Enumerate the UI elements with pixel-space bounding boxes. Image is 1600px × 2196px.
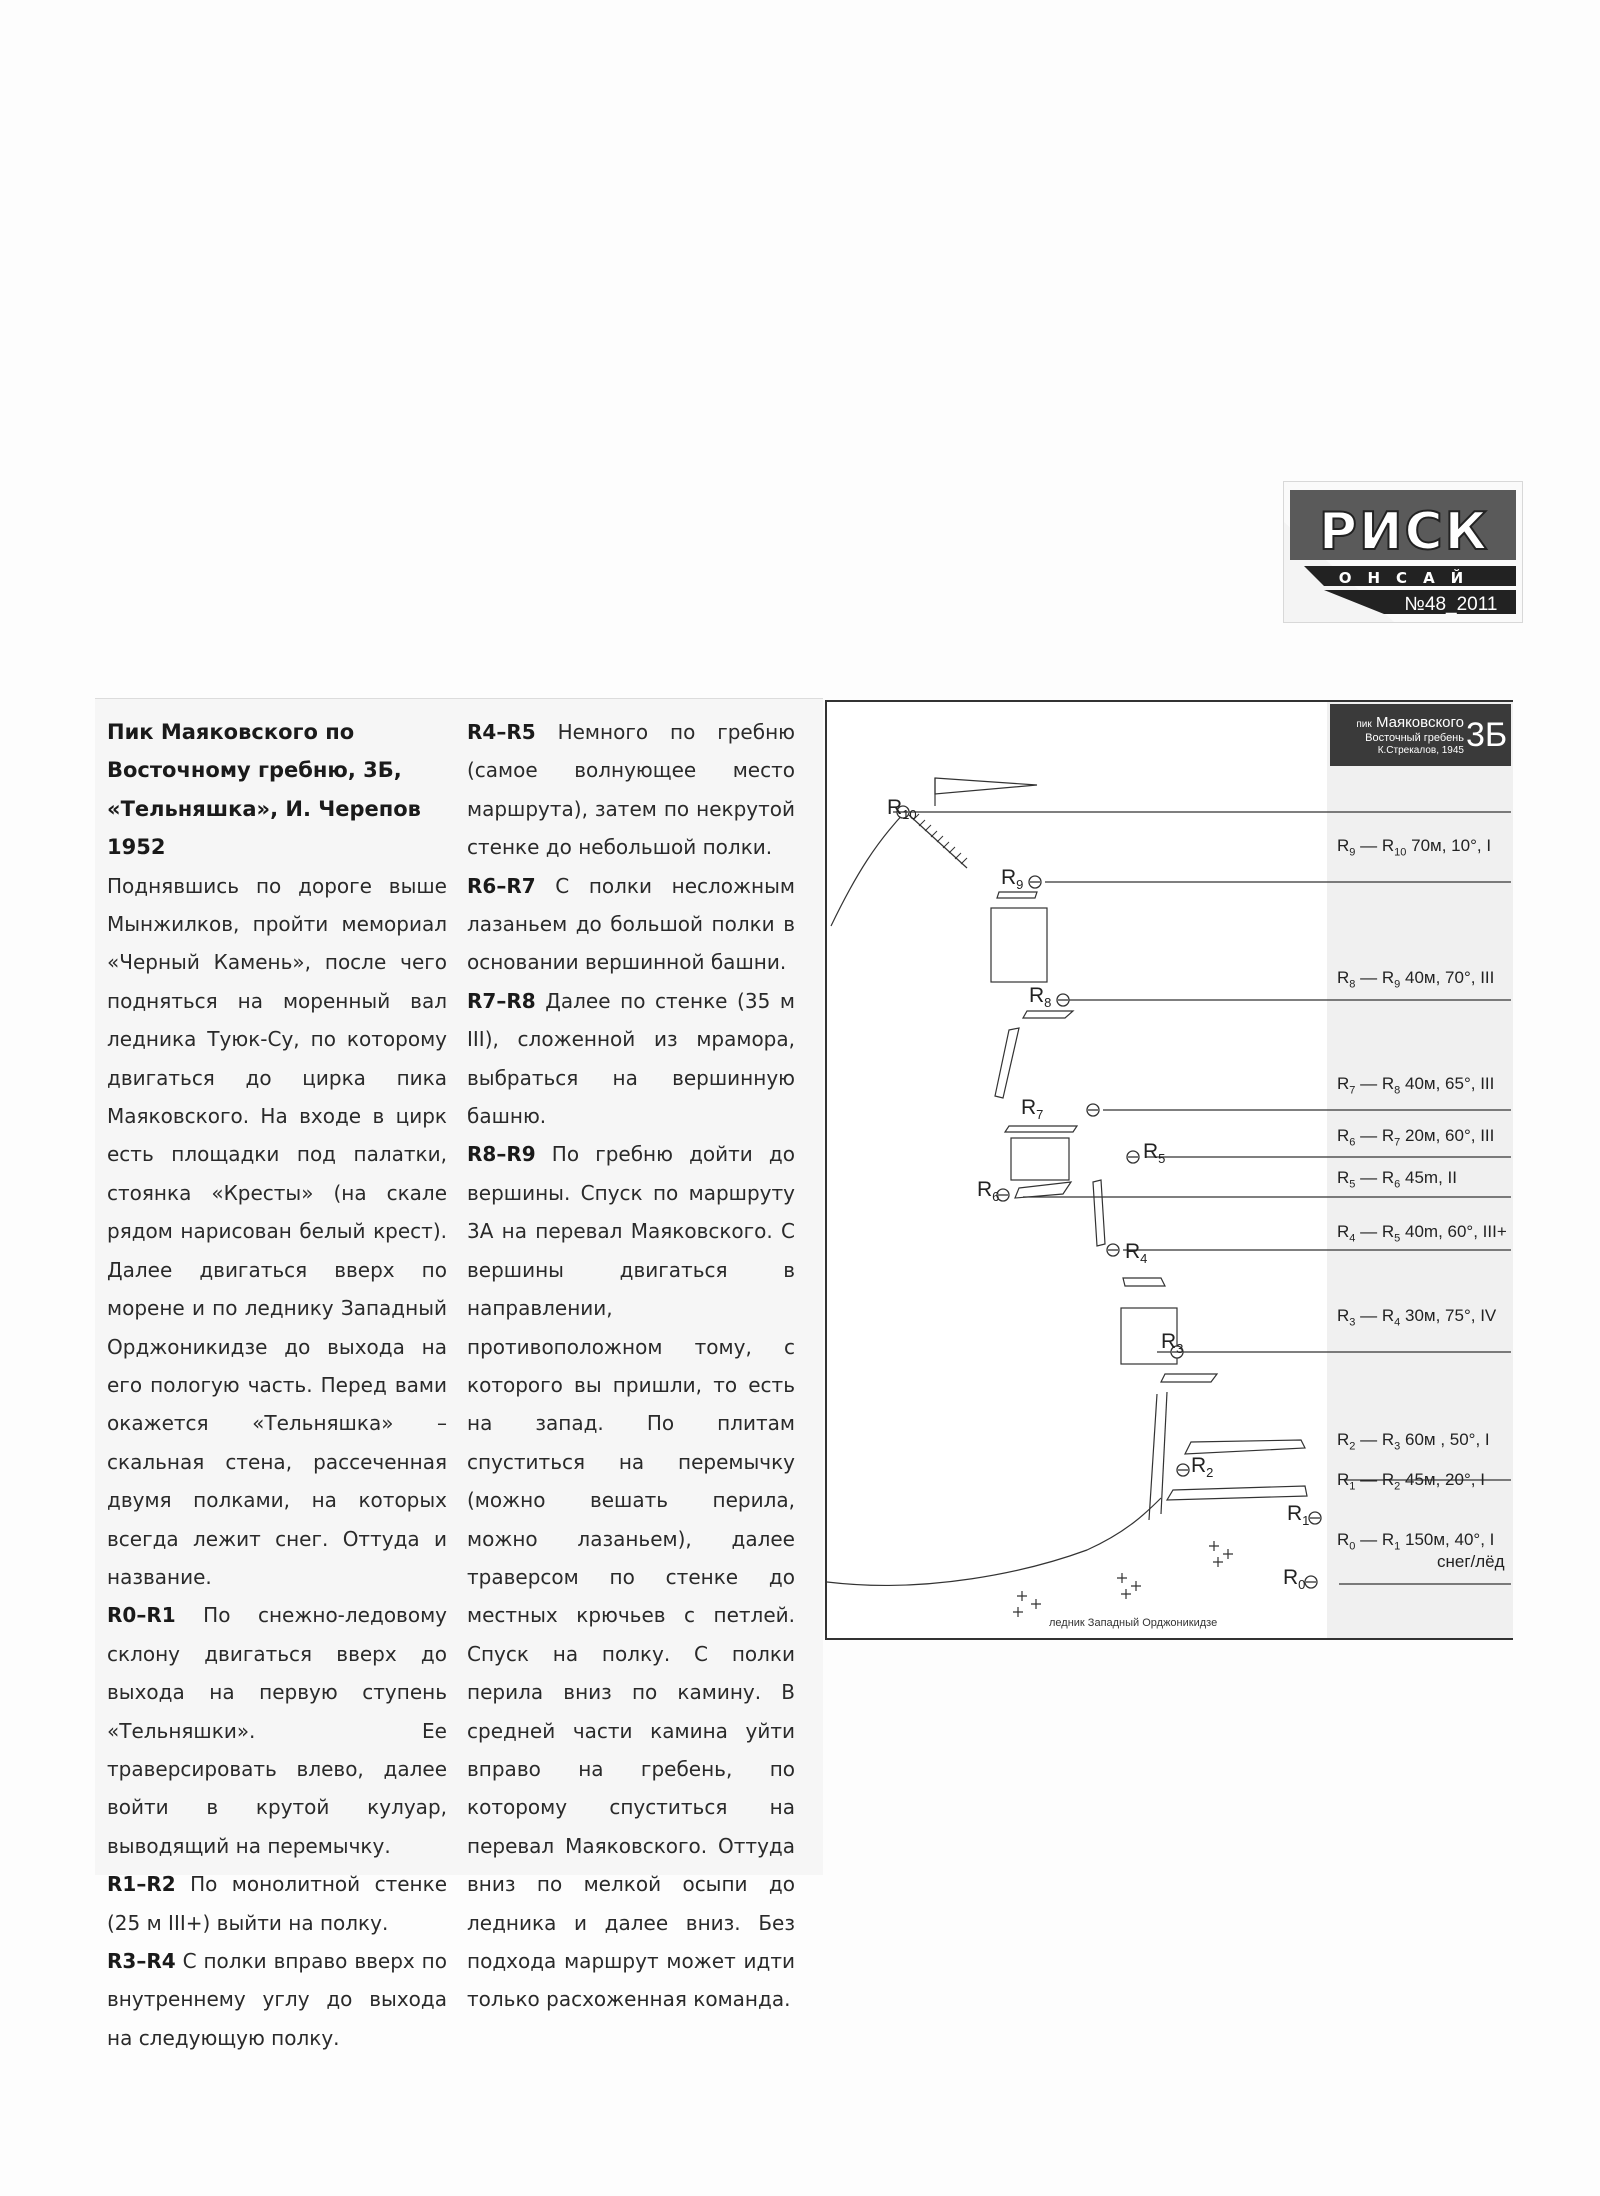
section-text: С полки несложным лазаньем до большой полки в основании вершинной башни.	[467, 873, 795, 975]
pitch-r4-r5: $R_4$ — $R_5$ 40m, 60°, III+	[1337, 1222, 1507, 1245]
section-label: R8–R9	[467, 1142, 536, 1167]
magazine-logo	[1283, 481, 1523, 623]
section-r0-r1	[107, 1596, 447, 1865]
article	[95, 698, 823, 2050]
pitch-surface: снег/лёд	[1437, 1552, 1505, 1572]
logo-wordmark: РИСК	[1318, 502, 1490, 562]
article-column-2	[467, 713, 795, 2019]
peak-title: Маяковского	[1375, 714, 1464, 731]
gully-left	[1149, 1394, 1157, 1520]
anchor-label-r10: $R_{10}$	[887, 796, 917, 823]
ledge-r8	[1023, 1011, 1073, 1018]
ledge-r9	[997, 892, 1037, 898]
section-text: Немного по гребню (самое волнующее место маршрута), затем по некрутой стенке до небольшой полки.	[467, 720, 795, 860]
anchor-label-r6: $R_6$	[977, 1178, 1000, 1205]
summit-tower	[991, 908, 1047, 982]
section-label: R7–R8	[467, 988, 536, 1013]
pitch-r0-r1: $R_0$ — $R_1$ 150м, 40°, I снег/лёд	[1337, 1530, 1505, 1572]
article-intro: Поднявшись по дороге выше Мынжилков, пройти мемориал «Черный Камень», после чего подняться на моренный вал ледника Туюк-Су, по которому двигаться до цирка пика Маяковского. На входе в цирк есть площадки под палатки, стоянка «Кресты» (на скале рядом нарисован белый крест). Далее двигаться вверх по морене и по леднику Западный Орджоникидзе до выхода на его пологую часть. Перед вами окажется «Тельняшка» – скальная стена, рассеченная двумя полками, на которых всегда лежит снег. Оттуда и название.	[107, 873, 447, 1589]
logo-subword: ОНСАЙ	[1338, 569, 1480, 587]
author: К.Стрекалов, 1945	[1377, 745, 1464, 756]
section-r7-r8	[467, 982, 795, 1136]
pitch-r5-r6: $R_5$ — $R_6$ 45m, II	[1337, 1168, 1457, 1191]
pitch-r8-r9: $R_8$ — $R_9$ 40м, 70°, III	[1337, 968, 1495, 991]
ledge-r4	[1123, 1278, 1165, 1286]
pitch-r2-r3: $R_2$ — $R_3$ 60м , 50°, I	[1337, 1430, 1490, 1453]
anchor-label-r5: $R_5$	[1143, 1140, 1166, 1167]
anchor-label-r8: $R_8$	[1029, 984, 1052, 1011]
section-label: R6–R7	[467, 873, 536, 898]
anchor-label-r0: $R_0$	[1283, 1566, 1306, 1593]
pitch-r7-r8: $R_7$ — $R_8$ 40м, 65°, III	[1337, 1074, 1495, 1097]
article-column-1	[107, 713, 447, 2057]
pitch-r3-r4: $R_3$ — $R_4$ 30м, 75°, IV	[1337, 1306, 1497, 1329]
section-r1-r2	[107, 1865, 447, 1942]
section-r6-r7	[467, 867, 795, 982]
ledge-r6	[1015, 1182, 1071, 1198]
section-r8-r9	[467, 1135, 795, 2018]
anchor-label-r2: $R_2$	[1191, 1454, 1214, 1481]
grade: 3Б	[1466, 716, 1508, 754]
block-r7	[1011, 1138, 1069, 1180]
section-label: R1–R2	[107, 1872, 176, 1897]
anchor-label-r3: $R_3$	[1161, 1330, 1184, 1357]
section-r3-r4	[107, 1942, 447, 2057]
summit-flag-icon	[935, 778, 1037, 794]
chimney-r7-r8	[995, 1028, 1019, 1098]
ledge-r2-upper	[1185, 1440, 1305, 1454]
peak-prefix: пик	[1356, 719, 1372, 730]
ridge-hatching	[913, 814, 967, 864]
issue-number: №48_2011	[1404, 594, 1498, 615]
section-text: По гребню дойти до вершины. Спуск по маршруту 3А на перевал Маяковского. С вершины двигаться в направлении, противоположном тому, с которого вы пришли, то есть на запад. По плитам спуститься на перемычку (можно вешать перила, можно лазаньем), далее траверсом по стенке до местных крючьев с петлей. Спуск на полку. С полки перила вниз по камину. В средней части камина уйти вправо на гребень, по которому спуститься на перевал Маяковского. Оттуда вниз по мелкой осыпи до ледника и далее вниз. Без подхода маршрут может идти только расхоженная команда.	[467, 1142, 795, 2012]
anchor-label-r4: $R_4$	[1125, 1240, 1148, 1267]
mountain-ridge-outline	[831, 812, 905, 926]
ridge-name: Восточный гребень	[1365, 732, 1464, 744]
section-text: По снежно-ледовому склону двигаться вверх до выхода на первую ступень «Тельняшки». Ее траверсировать влево, далее войти в крутой кулуар, выводящий на перемычку.	[107, 1603, 447, 1858]
gully-right	[1161, 1392, 1167, 1514]
section-text: С полки вправо вверх по внутреннему углу до выхода на следующую полку.	[107, 1949, 447, 2050]
pitch-r1-r2: $R_1$ — $R_2$ 45м, 20°, I	[1337, 1470, 1485, 1493]
glacier-label: ледник Западный Орджоникидзе	[1049, 1617, 1218, 1629]
anchor-label-r9: $R_9$	[1001, 866, 1024, 893]
pitch-r9-r10: $R_9$ — $R_{10}$ 70м, 10°, I	[1337, 836, 1492, 859]
glacier-crosses	[1013, 1541, 1233, 1617]
section-text: По монолитной стенке (25 м III+) выйти на полку.	[107, 1872, 447, 1935]
ledge-r2-lower	[1167, 1486, 1307, 1500]
pitch-r6-r7: $R_6$ — $R_7$ 20м, 60°, III	[1337, 1126, 1495, 1149]
ledge-r7	[1005, 1126, 1077, 1132]
anchor-label-r1: $R_1$	[1287, 1502, 1310, 1529]
section-label: R4–R5	[467, 720, 536, 744]
pillar-r4-r5	[1093, 1180, 1105, 1246]
article-title: Пик Маяковского по Восточному гребню, 3Б, «Тельняшка», И. Черепов 1952	[107, 720, 421, 860]
anchor-label-r7: $R_7$	[1021, 1096, 1044, 1123]
section-label: R3–R4	[107, 1949, 176, 1973]
glacier-outline	[827, 1498, 1161, 1585]
section-label: R0–R1	[107, 1603, 176, 1628]
route-topo	[825, 700, 1513, 1640]
ledge-r3	[1161, 1374, 1217, 1382]
section-r4-r5	[467, 713, 795, 867]
section-text: Далее по стенке (35 м III), сложенной из мрамора, выбраться на вершинную башню.	[467, 988, 795, 1129]
